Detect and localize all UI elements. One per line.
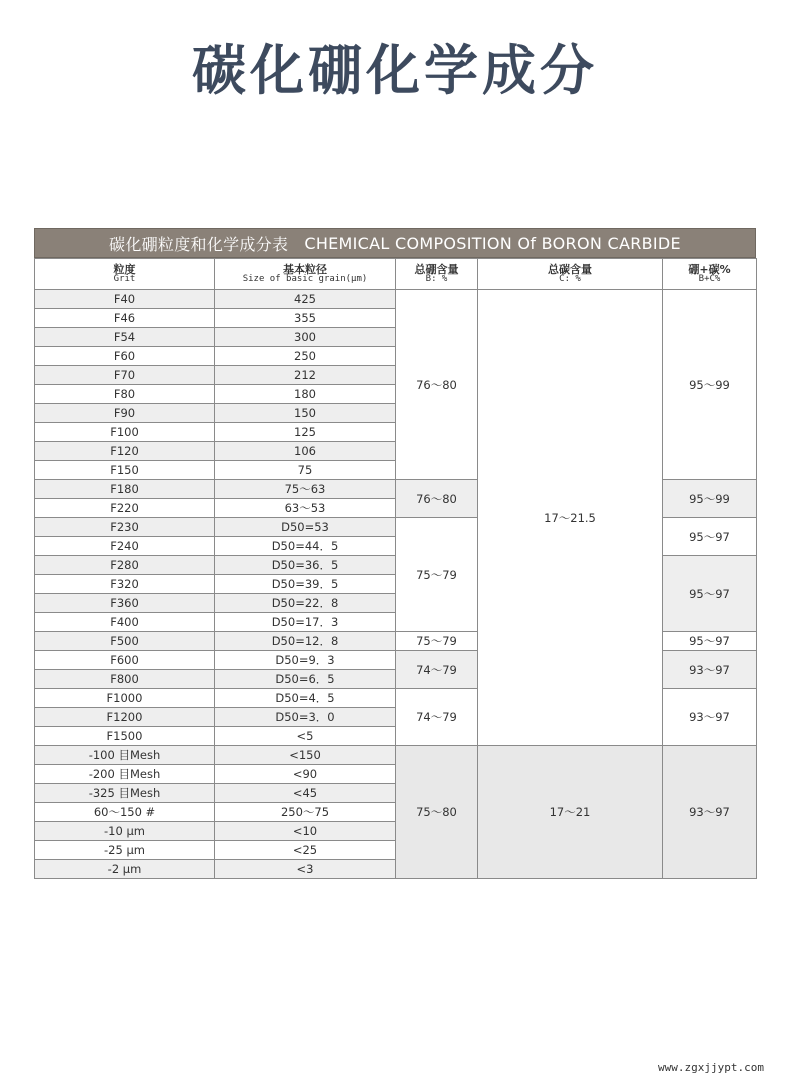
header-carbon: 总碳含量 C: %	[478, 259, 663, 290]
cell-grit: -100 目Mesh	[35, 746, 215, 765]
footer-url: www.zgxjjypt.com	[658, 1061, 764, 1074]
cell-grit: F70	[35, 366, 215, 385]
cell-size: D50=6．5	[215, 670, 396, 689]
cell-size: D50=44．5	[215, 537, 396, 556]
cell-grit: F40	[35, 290, 215, 309]
cell-boron: 74～79	[396, 689, 478, 746]
cell-grit: -200 目Mesh	[35, 765, 215, 784]
cell-size: 150	[215, 404, 396, 423]
cell-size: 106	[215, 442, 396, 461]
cell-carbon: 17～21	[478, 746, 663, 879]
header-total: 硼+碳% B+C%	[663, 259, 757, 290]
cell-boron: 75～79	[396, 518, 478, 632]
cell-grit: F240	[35, 537, 215, 556]
cell-size: D50=3．0	[215, 708, 396, 727]
cell-grit: F230	[35, 518, 215, 537]
cell-total: 93～97	[663, 651, 757, 689]
cell-size: D50=22．8	[215, 594, 396, 613]
cell-size: 355	[215, 309, 396, 328]
cell-size: D50=9．3	[215, 651, 396, 670]
header-boron: 总硼含量 B: %	[396, 259, 478, 290]
cell-grit: F180	[35, 480, 215, 499]
cell-grit: 60～150 #	[35, 803, 215, 822]
cell-total: 95～97	[663, 518, 757, 556]
cell-size: <25	[215, 841, 396, 860]
cell-boron: 76～80	[396, 290, 478, 480]
cell-grit: F1000	[35, 689, 215, 708]
caption-en: CHEMICAL COMPOSITION Of BORON CARBIDE	[304, 233, 681, 253]
cell-size: <90	[215, 765, 396, 784]
cell-grit: F60	[35, 347, 215, 366]
cell-grit: F280	[35, 556, 215, 575]
cell-boron: 74～79	[396, 651, 478, 689]
cell-grit: F400	[35, 613, 215, 632]
cell-size: 180	[215, 385, 396, 404]
cell-grit: F500	[35, 632, 215, 651]
cell-grit: F80	[35, 385, 215, 404]
cell-grit: F46	[35, 309, 215, 328]
cell-grit: -10 μm	[35, 822, 215, 841]
cell-size: <10	[215, 822, 396, 841]
page-title: 碳化硼化学成分	[192, 38, 598, 102]
cell-grit: F360	[35, 594, 215, 613]
cell-size: <150	[215, 746, 396, 765]
cell-size: <45	[215, 784, 396, 803]
cell-grit: F150	[35, 461, 215, 480]
cell-size: 250	[215, 347, 396, 366]
cell-size: D50=17．3	[215, 613, 396, 632]
cell-grit: F54	[35, 328, 215, 347]
table-row	[35, 290, 757, 309]
cell-grit: F1200	[35, 708, 215, 727]
caption-cn: 碳化硼粒度和化学成分表	[109, 234, 289, 254]
cell-grit: F800	[35, 670, 215, 689]
cell-size: D50=4．5	[215, 689, 396, 708]
cell-total: 95～99	[663, 290, 757, 480]
cell-boron: 76～80	[396, 480, 478, 518]
cell-grit: F320	[35, 575, 215, 594]
cell-size: <3	[215, 860, 396, 879]
header-row	[35, 259, 757, 290]
cell-grit: F600	[35, 651, 215, 670]
cell-size: <5	[215, 727, 396, 746]
cell-grit: F120	[35, 442, 215, 461]
cell-size: 300	[215, 328, 396, 347]
cell-size: 212	[215, 366, 396, 385]
cell-size: 250～75	[215, 803, 396, 822]
composition-table	[34, 228, 756, 879]
cell-boron: 75～79	[396, 632, 478, 651]
table-caption	[34, 228, 756, 258]
cell-size: D50=36．5	[215, 556, 396, 575]
cell-size: D50=39．5	[215, 575, 396, 594]
cell-total: 95～97	[663, 632, 757, 651]
cell-size: 63～53	[215, 499, 396, 518]
cell-total: 95～99	[663, 480, 757, 518]
cell-grit: F100	[35, 423, 215, 442]
cell-size: D50=53	[215, 518, 396, 537]
header-grit: 粒度 Grit	[35, 259, 215, 290]
cell-grit: F1500	[35, 727, 215, 746]
cell-grit: F90	[35, 404, 215, 423]
cell-size: D50=12．8	[215, 632, 396, 651]
cell-grit: -325 目Mesh	[35, 784, 215, 803]
header-size: 基本粒径 Size of basic grain(μm)	[215, 259, 396, 290]
cell-grit: -2 μm	[35, 860, 215, 879]
cell-size: 75	[215, 461, 396, 480]
cell-grit: F220	[35, 499, 215, 518]
cell-size: 125	[215, 423, 396, 442]
cell-total: 93～97	[663, 746, 757, 879]
cell-total: 93～97	[663, 689, 757, 746]
cell-size: 75～63	[215, 480, 396, 499]
cell-size: 425	[215, 290, 396, 309]
cell-grit: -25 μm	[35, 841, 215, 860]
cell-carbon: 17～21.5	[478, 290, 663, 746]
cell-boron: 75～80	[396, 746, 478, 879]
table-row	[35, 746, 757, 765]
cell-total: 95～97	[663, 556, 757, 632]
